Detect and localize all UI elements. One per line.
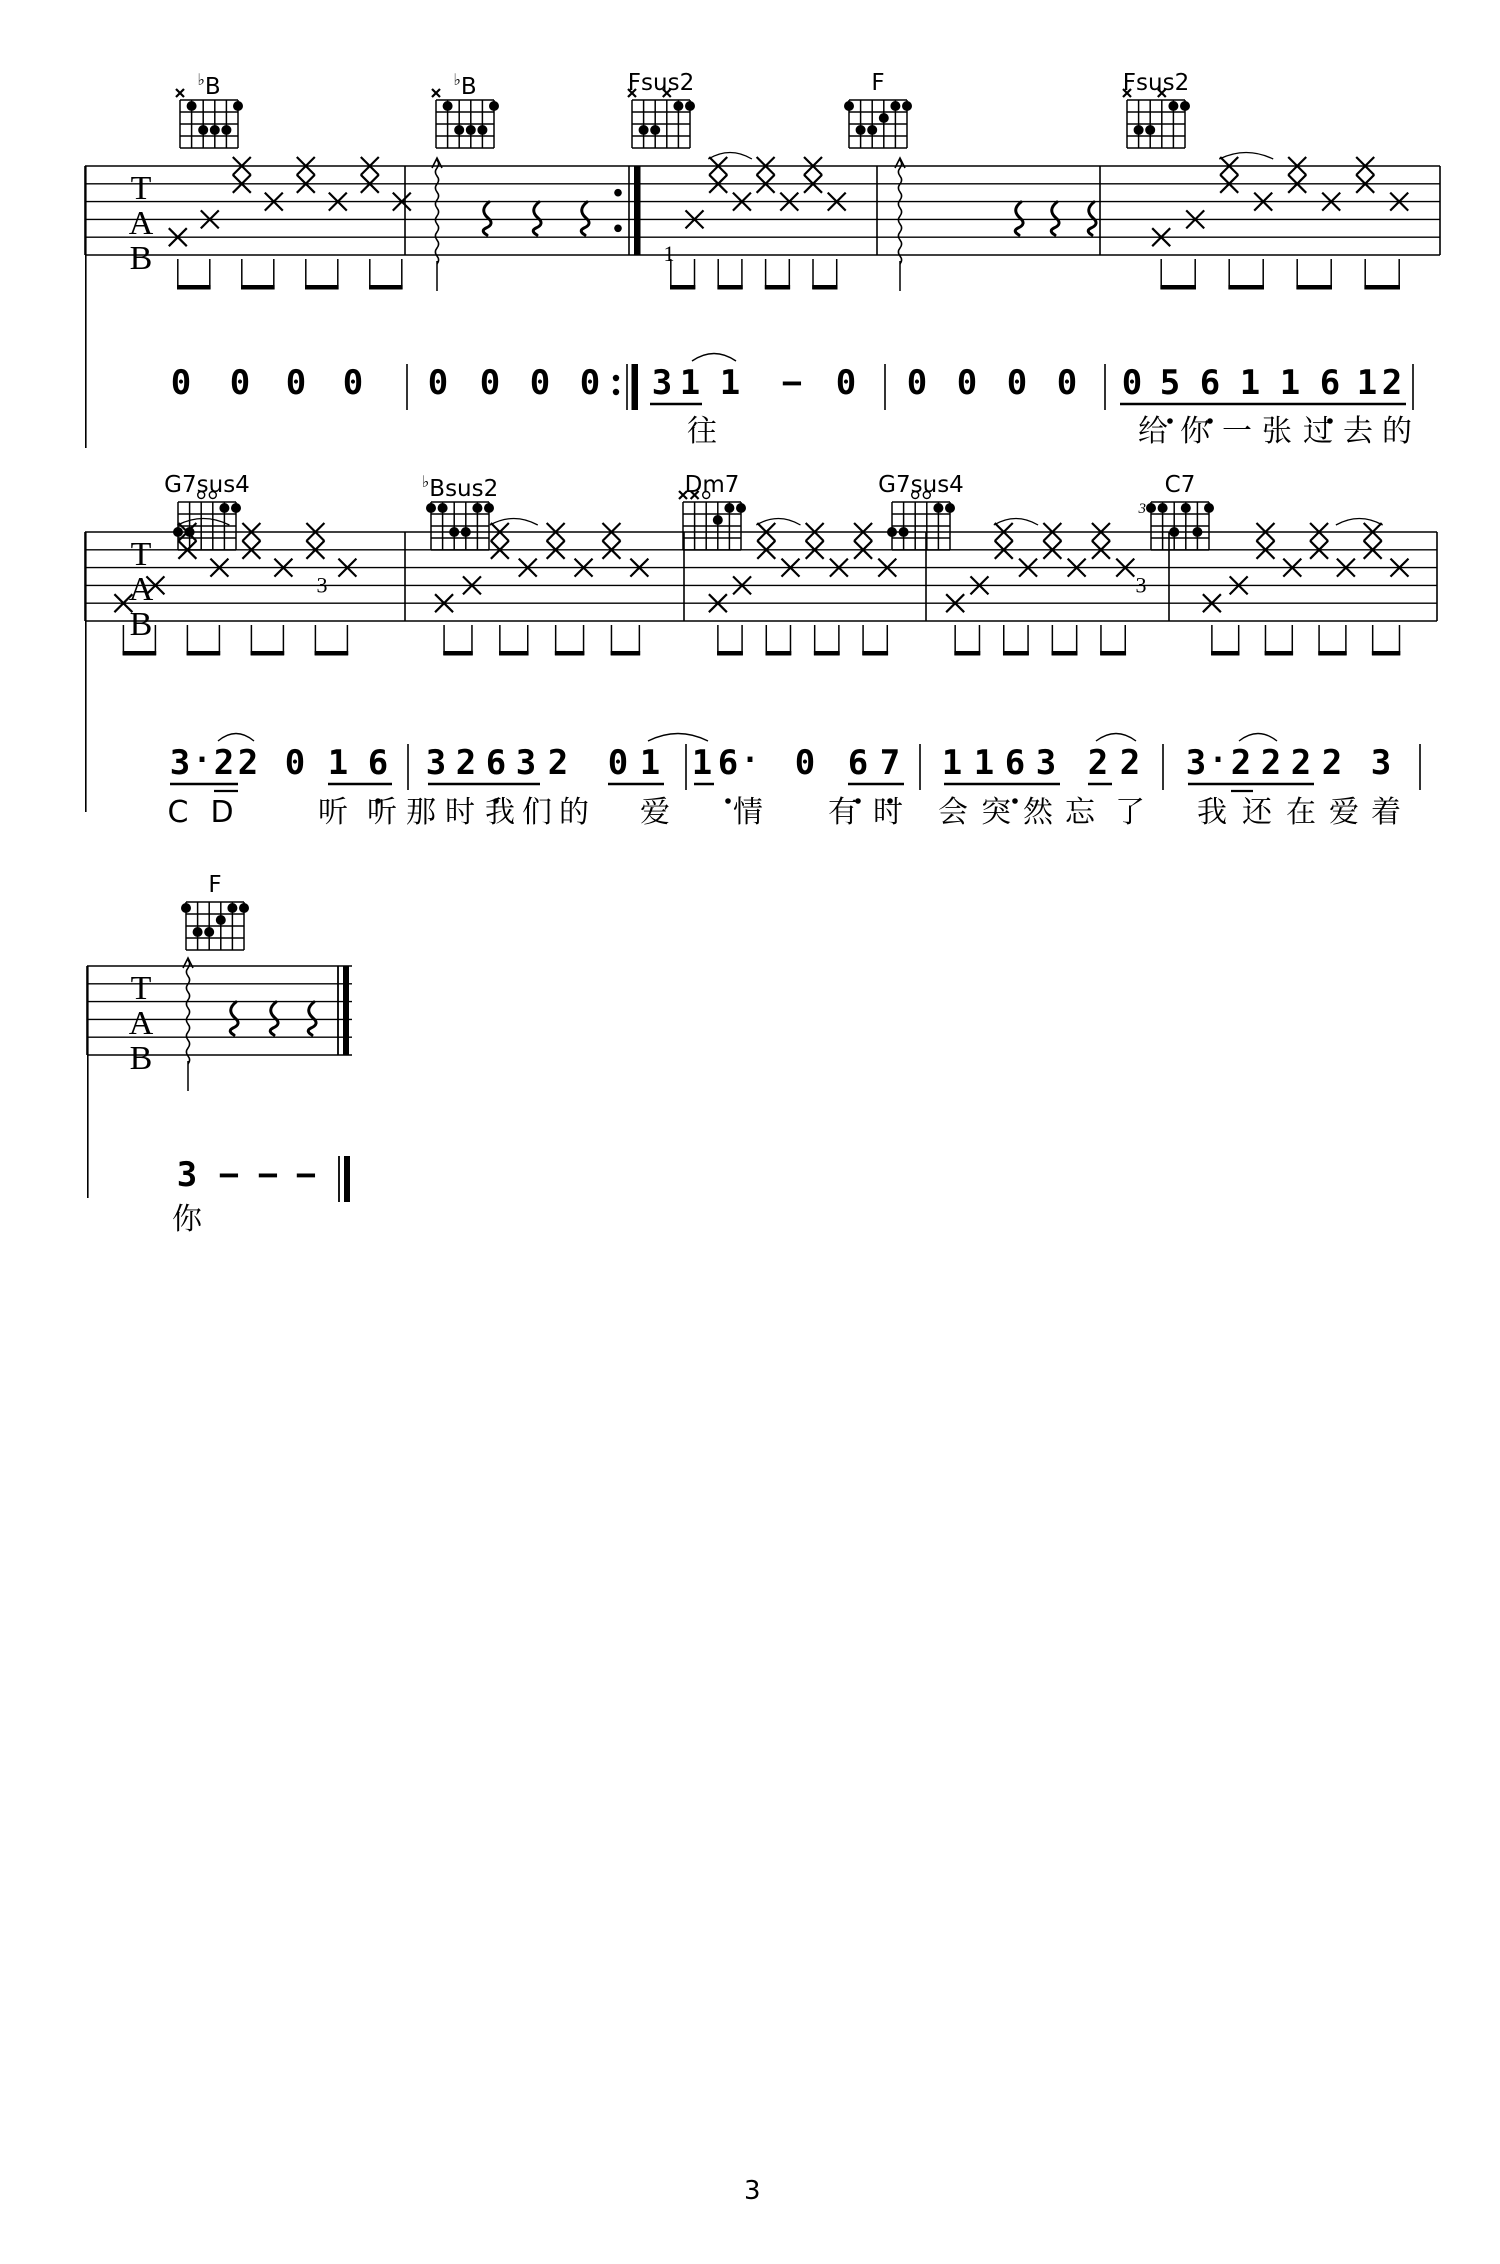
lyric-syllable: 着 [1371, 795, 1401, 830]
flat-sign: ♭ [453, 70, 461, 89]
svg-text:T: T [130, 536, 152, 573]
jianpu-note: 0 [229, 363, 251, 403]
jianpu-note: 2 [547, 743, 569, 783]
jianpu-note: 3 [425, 743, 447, 783]
jianpu-note: 1 [327, 743, 349, 783]
jianpu-rhythm-dot: · [192, 743, 212, 778]
jianpu-note: 2 [213, 743, 235, 783]
jianpu-note: 1 [1239, 363, 1261, 403]
page-number: 3 [744, 2176, 761, 2206]
svg-text:3: 3 [316, 572, 328, 598]
jianpu-rhythm-dot: · [1208, 743, 1228, 778]
jianpu-note: − [257, 1155, 279, 1195]
chord-name: Dm7 [684, 472, 740, 498]
jianpu-note: 3 [651, 363, 673, 403]
lyric-syllable: 在 [1286, 795, 1316, 830]
jianpu-note: 0 [479, 363, 501, 403]
jianpu-note: 0 [1006, 363, 1028, 403]
lyric-syllable: 我 [485, 795, 515, 830]
lyric-syllable: 张 [1262, 414, 1292, 449]
chord-name: Fsus2 [1122, 70, 1190, 96]
jianpu-note: 0 [285, 363, 307, 403]
jianpu-note: 6 [847, 743, 869, 783]
lyric-syllable: 过 [1303, 414, 1333, 449]
jianpu-note: 0 [794, 743, 816, 783]
jianpu-note: 0 [342, 363, 364, 403]
lyric-syllable: 爱 [1329, 795, 1359, 830]
lyric-syllable: 会 [938, 795, 968, 830]
lyric-syllable: D [210, 795, 234, 830]
jianpu-note: − [218, 1155, 240, 1195]
jianpu-note: 3 [1185, 743, 1207, 783]
flat-sign: ♭ [197, 70, 205, 89]
jianpu-note: 1 [639, 743, 661, 783]
lyric-syllable: 然 [1023, 795, 1053, 830]
lyric-syllable: 爱 [640, 795, 670, 830]
chord-name: F [208, 872, 222, 898]
jianpu-note: 2 [455, 743, 477, 783]
lyric-syllable: 去 [1343, 414, 1373, 449]
chord-name: ♭B [197, 70, 221, 100]
lyric-syllable: 的 [559, 795, 589, 830]
lyric-syllable: 了 [1115, 795, 1145, 830]
jianpu-note: 1 [1356, 363, 1378, 403]
flat-sign: ♭ [421, 472, 430, 491]
jianpu-note: 3 [1370, 743, 1392, 783]
svg-text:1: 1 [663, 241, 675, 266]
jianpu-note: 6 [717, 743, 739, 783]
lyric-syllable: 我 [1197, 795, 1227, 830]
jianpu-note: 2 [1119, 743, 1141, 783]
lyric-syllable: 一 [1222, 414, 1252, 449]
jianpu-note: 7 [879, 743, 901, 783]
jianpu-note: 1 [679, 363, 701, 403]
chord-name: F [871, 70, 885, 96]
jianpu-note: 6 [367, 743, 389, 783]
svg-text:A: A [128, 1005, 154, 1042]
chord-name: G7sus4 [878, 472, 964, 498]
lyric-syllable: 那 [406, 795, 436, 830]
jianpu-note: 2 [1260, 743, 1282, 783]
lyric-syllable: 有 [828, 795, 858, 830]
jianpu-note: 2 [1290, 743, 1312, 783]
svg-text:B: B [129, 606, 153, 643]
jianpu-note: 0 [284, 743, 306, 783]
lyric-syllable: 忘 [1065, 795, 1095, 830]
svg-text:T: T [130, 170, 152, 207]
jianpu-note: 6 [1004, 743, 1026, 783]
svg-text:T: T [130, 970, 152, 1007]
jianpu-note: 0 [529, 363, 551, 403]
jianpu-note: 0 [427, 363, 449, 403]
chord-name: ♭B [453, 70, 477, 100]
chord-name: G7sus4 [164, 472, 250, 498]
lyric-syllable: 听 [318, 795, 348, 830]
jianpu-note: 5 [1159, 363, 1181, 403]
jianpu-note: − [295, 1155, 317, 1195]
svg-text:B: B [129, 1040, 153, 1077]
lyric-syllable: 你 [172, 1202, 202, 1237]
jianpu-note: 2 [1321, 743, 1343, 783]
jianpu-note: 1 [719, 363, 741, 403]
jianpu-note: 2 [1230, 743, 1252, 783]
chord-name: C7 [1164, 472, 1196, 498]
jianpu-note: 1 [973, 743, 995, 783]
jianpu-note: 0 [579, 363, 601, 403]
lyric-syllable: 的 [1382, 414, 1412, 449]
lyric-syllable: 们 [522, 795, 552, 830]
lyric-syllable: 你 [1180, 414, 1210, 449]
jianpu-note: 6 [485, 743, 507, 783]
jianpu-rhythm-dot: · [740, 743, 760, 778]
jianpu-note: 1 [1279, 363, 1301, 403]
lyric-syllable: 往 [687, 414, 717, 449]
jianpu-note: 0 [1056, 363, 1078, 403]
jianpu-note: 0 [956, 363, 978, 403]
lyric-syllable: 听 [367, 795, 397, 830]
jianpu-note: 2 [237, 743, 259, 783]
svg-text:3: 3 [1138, 501, 1146, 517]
svg-text:B: B [129, 240, 153, 277]
chord-name: ♭Bsus2 [421, 472, 499, 502]
jianpu-note: 0 [835, 363, 857, 403]
lyric-syllable: 时 [873, 795, 903, 830]
lyric-syllable: 情 [733, 795, 763, 830]
svg-text:A: A [128, 571, 154, 608]
jianpu-note: 3 [169, 743, 191, 783]
jianpu-note: 3 [176, 1155, 198, 1195]
jianpu-note: 0 [906, 363, 928, 403]
lyric-syllable: 突 [981, 795, 1011, 830]
jianpu-note: 6 [1199, 363, 1221, 403]
lyric-syllable: 给 [1138, 414, 1168, 449]
lyric-syllable: C [167, 795, 189, 830]
jianpu-note: 1 [691, 743, 713, 783]
jianpu-note: 0 [1121, 363, 1143, 403]
svg-text:3: 3 [1135, 572, 1147, 598]
jianpu-note: 1 [941, 743, 963, 783]
jianpu-note: 0 [170, 363, 192, 403]
jianpu-note: 2 [1381, 363, 1403, 403]
jianpu-note: 2 [1087, 743, 1109, 783]
chord-name: Fsus2 [627, 70, 695, 96]
svg-text:A: A [128, 205, 154, 242]
jianpu-note: 0 [607, 743, 629, 783]
jianpu-note: 6 [1319, 363, 1341, 403]
lyric-syllable: 还 [1242, 795, 1272, 830]
jianpu-note: 3 [515, 743, 537, 783]
lyric-syllable: 时 [445, 795, 475, 830]
jianpu-note: 3 [1035, 743, 1057, 783]
jianpu-note: − [781, 363, 803, 403]
